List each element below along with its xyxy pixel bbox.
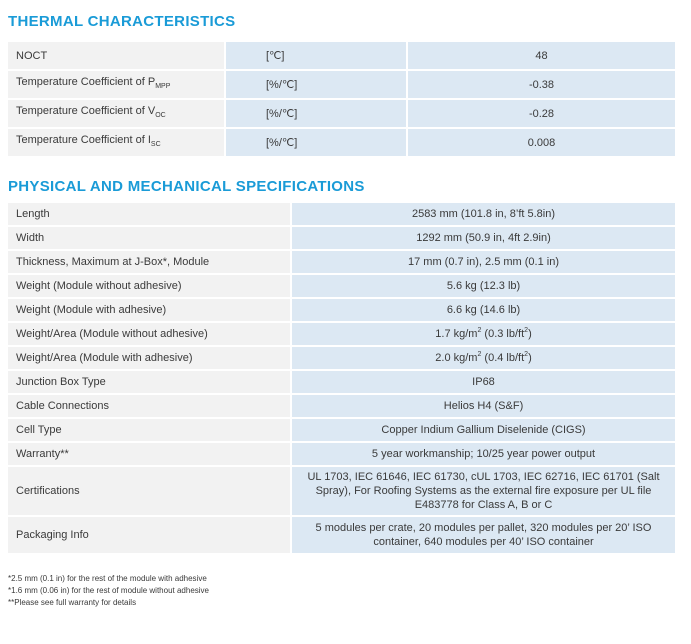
row-unit: [℃] xyxy=(226,42,408,69)
row-value: 0.008 xyxy=(408,129,675,156)
table-row xyxy=(8,323,675,345)
table-row xyxy=(8,395,675,417)
table-row xyxy=(8,251,675,273)
table-row xyxy=(8,129,675,156)
row-label: Thickness, Maximum at J-Box*, Module xyxy=(8,251,292,273)
row-label: Length xyxy=(8,203,292,225)
row-label: Certifications xyxy=(8,467,292,515)
row-value: 6.6 kg (14.6 lb) xyxy=(292,299,675,321)
row-value: Helios H4 (S&F) xyxy=(292,395,675,417)
row-value: -0.28 xyxy=(408,100,675,127)
table-row xyxy=(8,100,675,127)
row-label: Temperature Coefficient of $V_{OC}$ xyxy=(8,100,226,127)
row-value: Copper Indium Gallium Diselenide (CIGS) xyxy=(292,419,675,441)
row-value: 48 xyxy=(408,42,675,69)
thermal-section-title: THERMAL CHARACTERISTICS xyxy=(8,13,236,30)
row-unit: [%/℃] xyxy=(226,129,408,156)
row-label: Temperature Coefficient of $P_{MPP}$ xyxy=(8,71,226,98)
table-row xyxy=(8,347,675,369)
footnote: *1.6 mm (0.06 in) for the rest of module without adhesive xyxy=(8,586,209,595)
row-value: IP68 xyxy=(292,371,675,393)
row-label: Width xyxy=(8,227,292,249)
row-label: Weight/Area (Module without adhesive) xyxy=(8,323,292,345)
row-label: Packaging Info xyxy=(8,517,292,553)
row-value: -0.38 xyxy=(408,71,675,98)
table-row xyxy=(8,467,675,515)
row-unit: [%/℃] xyxy=(226,100,408,127)
footnotes xyxy=(8,573,209,609)
row-unit: [%/℃] xyxy=(226,71,408,98)
footnote: *2.5 mm (0.1 in) for the rest of the module with adhesive xyxy=(8,574,207,583)
footnote: **Please see full warranty for details xyxy=(8,598,137,607)
row-label: Temperature Coefficient of $I_{SC}$ xyxy=(8,129,226,156)
row-label: NOCT xyxy=(8,42,226,69)
row-value: 17 mm (0.7 in), 2.5 mm (0.1 in) xyxy=(292,251,675,273)
table-row xyxy=(8,227,675,249)
physical-section-title: PHYSICAL AND MECHANICAL SPECIFICATIONS xyxy=(8,178,365,195)
table-row xyxy=(8,517,675,553)
row-label: Weight (Module with adhesive) xyxy=(8,299,292,321)
row-label: Junction Box Type xyxy=(8,371,292,393)
table-row xyxy=(8,42,675,69)
row-value: 5 modules per crate, 20 modules per pallet, 320 modules per 20’ ISO container, 640 modules per 40’ ISO container xyxy=(292,517,675,553)
table-row xyxy=(8,275,675,297)
row-value: 2.0 $kg/m^2$ (0.4 $lb/ft^2$) xyxy=(292,347,675,369)
row-value: 5.6 kg (12.3 lb) xyxy=(292,275,675,297)
table-row xyxy=(8,299,675,321)
row-value: 2583 mm (101.8 in, 8’ft 5.8in) xyxy=(292,203,675,225)
table-row xyxy=(8,443,675,465)
row-label: Cell Type xyxy=(8,419,292,441)
row-value: 1292 mm (50.9 in, 4ft 2.9in) xyxy=(292,227,675,249)
table-row xyxy=(8,71,675,98)
thermal-table xyxy=(8,40,675,158)
row-value: 1.7 $kg/m^2$ (0.3 $lb/ft^2$) xyxy=(292,323,675,345)
row-label: Warranty** xyxy=(8,443,292,465)
row-value: 5 year workmanship; 10/25 year power output xyxy=(292,443,675,465)
table-row xyxy=(8,371,675,393)
row-value: UL 1703, IEC 61646, IEC 61730, cUL 1703, IEC 62716, IEC 61701 (Salt Spray), For Roofing Systems as the external fire exposure per UL file E483778 for Class A, B or C xyxy=(292,467,675,515)
table-row xyxy=(8,203,675,225)
row-label: Weight (Module without adhesive) xyxy=(8,275,292,297)
row-label: Cable Connections xyxy=(8,395,292,417)
row-label: Weight/Area (Module with adhesive) xyxy=(8,347,292,369)
table-row xyxy=(8,419,675,441)
physical-specs-table xyxy=(8,201,675,555)
